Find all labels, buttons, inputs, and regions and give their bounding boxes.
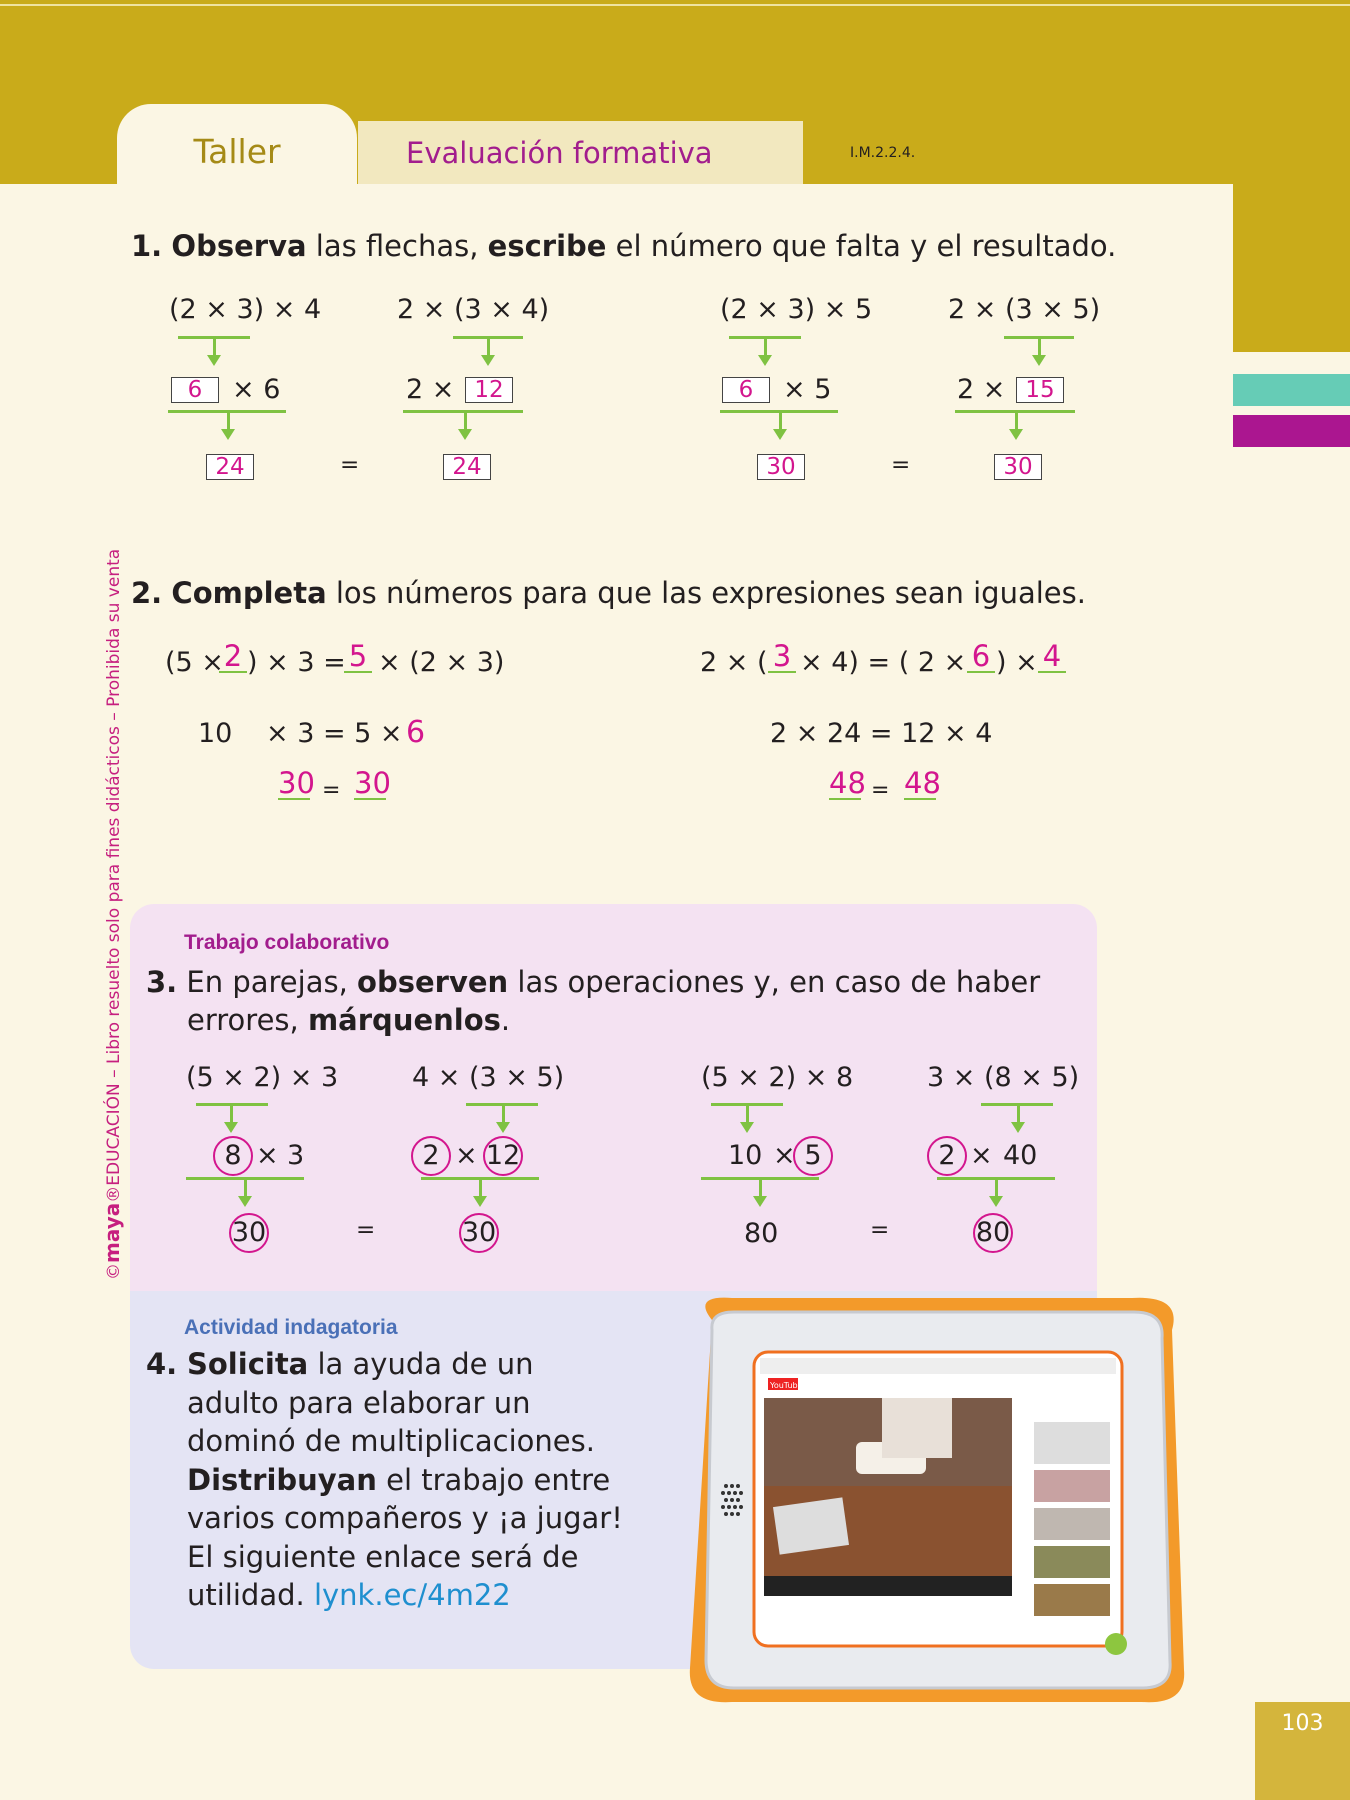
q2-left-b-answer: 5 [344,641,372,673]
q1-g2-result: 24 [443,454,491,480]
q2-left-a1: (5 × [165,647,224,678]
q3-g3-result: 80 [744,1218,779,1249]
q3-g3-top: (5 × 2) × 8 [701,1062,854,1093]
q4-verb1: Solicita [187,1347,309,1381]
q2-right-eq: = [871,778,890,803]
q2-right-a2: × 4) = ( 2 × [800,647,967,678]
side-text: EDUCACIÓN – Libro resuelto solo para fines didácticos – Prohibida su venta [104,548,124,1186]
q3-g1-arrow2 [244,1177,247,1197]
q3-g1-result: 30 [229,1213,269,1253]
q2-left-eq: = [322,778,341,803]
q3-text1: En parejas, [186,965,358,999]
q2-left-a-answer: 2 [219,641,247,673]
q1-verb1: Observa [171,229,307,263]
q3-g3-op: × [773,1140,796,1171]
q3-g4-arrow1 [1017,1103,1020,1123]
q2-right-a-answer: 3 [768,641,796,673]
q4-section-title: Actividad indagatoria [184,1316,398,1339]
q4-number-label: 4. [146,1347,178,1381]
q3-equals-left: = [356,1217,376,1243]
q1-g3-result: 30 [757,454,805,480]
q2-left-result2: 30 [354,766,391,800]
q1-g2-arrow1 [487,336,490,356]
q2-right-b-answer: 6 [967,641,995,673]
page-number: 103 [1255,1702,1350,1800]
q1-g2-mid: 2 × [406,374,455,405]
q4-line1 [187,1345,647,1384]
q3-g3-m1: 10 [728,1140,763,1171]
q2-left-a2: ) × 3 = [247,647,346,678]
taller-tab [117,104,357,188]
q2-left-row2a: 10 [198,718,233,749]
side-copyright [100,549,124,1280]
home-button-icon [1105,1633,1127,1655]
q3-text3: errores, [187,1003,308,1037]
teal-tab [1233,374,1350,406]
q4-line4 [187,1461,647,1500]
q3-g2-result: 30 [459,1213,499,1253]
q1-verb2: escribe [487,229,607,263]
q3-g2-mark1: 2 [411,1136,451,1176]
q4-l4: el trabajo entre [376,1462,611,1497]
q4-l1: la ayuda de un [308,1347,534,1381]
q2-text: los números para que las expresiones sean iguales. [326,576,1086,610]
evaluacion-tab [358,121,803,184]
q1-g1-top: (2 × 3) × 4 [169,294,322,325]
right-band [1233,184,1350,352]
q1-g1-arrow2 [227,410,230,430]
q1-g1-result: 24 [206,454,254,480]
q3-g1-mark1: 8 [213,1136,253,1176]
q1-g4-top: 2 × (3 × 5) [948,294,1101,325]
q1-g1-box: 6 [171,377,219,403]
q1-g2-arrow2 [464,410,467,430]
q3-g4-op: × [970,1140,993,1171]
q2-left-row2-answer: 6 [406,715,426,750]
q3-g4-mark1: 2 [927,1136,967,1176]
q4-verb2: Distribuyan [187,1462,377,1497]
copyright-symbol: © [104,1263,124,1280]
brand-logo: maya [100,1202,124,1263]
q4-number [146,1345,177,1384]
q2-left-result1: 30 [278,766,315,800]
q1-number: 1. [131,229,163,263]
q3-g1-m2: 3 [287,1140,305,1171]
q1-g1-arrow1 [213,336,216,356]
q3-g2-arrow2 [479,1177,482,1197]
q3-g1-op: × [256,1140,279,1171]
header-top-line [0,4,1350,6]
registered-symbol: ® [104,1185,124,1203]
q4-line5: varios compañeros y ¡a jugar! [187,1501,623,1535]
q1-text1: las flechas, [306,229,488,263]
q1-g2-top: 2 × (3 × 4) [397,294,550,325]
q4-line2: adulto para elaborar un [187,1385,531,1420]
youtube-logo-text: YouTube [770,1381,803,1390]
q1-g4-arrow2 [1015,410,1018,430]
q2-right-result1: 48 [829,766,866,800]
video-controls [764,1576,1012,1596]
q3-g1-arrow1 [230,1103,233,1123]
q4-line7 [187,1576,647,1615]
q1-g4-arrow1 [1038,336,1041,356]
q2-instruction [131,576,1086,610]
q4-line3: dominó de multiplicaciones. [187,1424,595,1458]
q2-left-row2b: × 3 = 5 × [266,718,403,749]
q1-g4-result: 30 [994,454,1042,480]
q3-instruction-line2 [187,1001,510,1039]
q1-equals-right: = [891,452,911,478]
q3-g3-mark2: 5 [793,1136,833,1176]
q2-verb: Completa [171,576,327,610]
q1-g4-box: 15 [1016,377,1064,403]
q3-g4-arrow2 [995,1177,998,1197]
q3-g2-top: 4 × (3 × 5) [412,1062,565,1093]
q3-g2-op: × [455,1140,478,1171]
q2-right-result2: 48 [904,766,941,800]
q2-right-row2: 2 × 24 = 12 × 4 [770,718,993,749]
q1-text2: el número que falta y el resultado. [606,229,1117,263]
browser-bar [760,1358,1116,1374]
q3-g3-arrow2 [759,1177,762,1197]
q3-g4-result: 80 [973,1213,1013,1253]
q3-instruction [146,963,1040,1001]
tablet-image [672,1290,1200,1708]
q4-text [187,1345,647,1615]
q3-g1-top: (5 × 2) × 3 [186,1062,339,1093]
q3-text2: las operaciones y, en caso de haber [508,965,1041,999]
q1-equals-left: = [340,452,360,478]
q1-g4-mid: 2 × [957,374,1006,405]
taller-label: Taller [193,132,281,171]
q1-g3-top: (2 × 3) × 5 [720,294,873,325]
q3-g2-arrow1 [502,1103,505,1123]
q3-text4: . [500,1003,511,1037]
q3-g4-top: 3 × (8 × 5) [927,1062,1080,1093]
q1-g1-mid: × 6 [232,374,281,405]
q1-instruction [131,229,1116,263]
domino-link[interactable]: lynk.ec/4m22 [313,1578,511,1612]
magenta-tab [1233,415,1350,447]
q2-right-c-answer: 4 [1038,641,1066,673]
q3-g2-mark2: 12 [483,1136,523,1176]
q2-right-a1: 2 × ( [700,647,768,678]
q1-g2-line2 [403,410,523,413]
evaluacion-label: Evaluación formativa [406,136,713,170]
q1-g3-box: 6 [722,377,770,403]
q1-g3-arrow1 [764,336,767,356]
q2-number: 2. [131,576,163,610]
q3-g4-m2: 40 [1003,1140,1038,1171]
q2-left-b2: × (2 × 3) [378,647,505,678]
q1-g2-box: 12 [465,377,513,403]
q3-g3-arrow1 [746,1103,749,1123]
q3-verb1: observen [357,965,509,999]
q2-right-b2: ) × [996,647,1038,678]
q4-l7: utilidad. [187,1578,314,1612]
q3-section-title: Trabajo colaborativo [184,931,390,954]
q1-g3-arrow2 [779,410,782,430]
q3-verb2: márquenlos [307,1003,501,1037]
q3-number: 3. [146,965,178,999]
q3-equals-right: = [870,1217,890,1243]
skill-code: I.M.2.2.4. [850,145,916,161]
q4-line6: El siguiente enlace será de [187,1539,579,1574]
q1-g3-mid: × 5 [783,374,832,405]
